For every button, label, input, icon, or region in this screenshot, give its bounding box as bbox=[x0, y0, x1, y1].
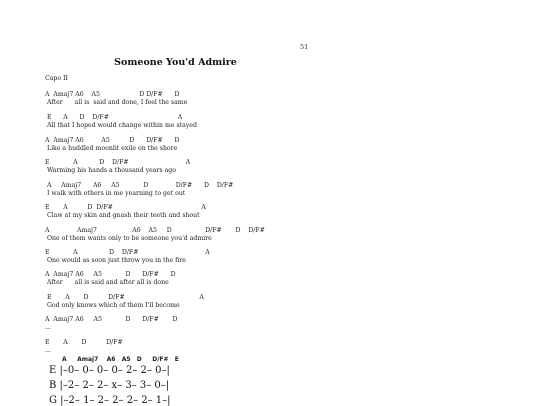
verse-line-12 bbox=[45, 339, 123, 354]
page-number: 51 bbox=[300, 43, 309, 51]
chord-line: A Amaj7 A6 A5 D D/F# D D/F# bbox=[45, 227, 265, 234]
chord-line: A Amaj7 A6 A5 D D/F# D bbox=[45, 91, 180, 98]
lyric-line: After all is said and done, I feel the same bbox=[45, 98, 188, 106]
lyric-line: Claw at my skin and gnash their teeth and shout bbox=[45, 211, 200, 219]
verse-line-3 bbox=[45, 137, 179, 152]
lyric-line: ... bbox=[45, 346, 51, 354]
lyric-line: God only knows which of them I'll become bbox=[45, 301, 180, 309]
verse-line-2 bbox=[45, 114, 197, 129]
chord-line: E A D D/F# A bbox=[45, 294, 204, 301]
chord-line: E A D D/F# A bbox=[45, 159, 191, 166]
lyric-line: Like a huddled moonlit exile on the shore bbox=[45, 144, 178, 152]
verse-line-6 bbox=[45, 204, 206, 219]
tab-chord-header: A Amaj7 A6 A5 D D/F# E bbox=[62, 356, 179, 363]
lyric-line: One would as soon just throw you in the fire bbox=[45, 256, 186, 264]
verse-line-5 bbox=[45, 182, 233, 197]
verse-line-10 bbox=[45, 294, 204, 309]
chord-line: E A D D/F# A bbox=[45, 114, 183, 121]
lyric-line: Warming his hands a thousand years ago bbox=[45, 166, 176, 174]
chord-line: A Amaj7 A6 A5 D D/F# D bbox=[45, 271, 176, 278]
chord-line: A Amaj7 A6 A5 D D/F# D bbox=[45, 137, 180, 144]
verse-line-11 bbox=[45, 316, 178, 331]
tab-line-e: E |–0– 0– 0– 0– 2– 2– 0–| bbox=[49, 365, 170, 376]
chord-line: E A D D/F# A bbox=[45, 249, 210, 256]
verse-line-8 bbox=[45, 249, 210, 264]
verse-line-1 bbox=[45, 91, 187, 106]
lyric-line: All that I hoped would change within me stayed bbox=[45, 121, 197, 129]
chord-line: A Amaj7 A6 A5 D D/F# D bbox=[45, 316, 178, 323]
lyric-line: After all is said and after all is done bbox=[45, 278, 169, 286]
tab-line-g: G |–2– 1– 2– 2– 2– 2– 1–| bbox=[49, 395, 171, 406]
chord-line: E A D D/F# bbox=[45, 339, 123, 346]
chord-line: E A D D/F# A bbox=[45, 204, 206, 211]
lyric-line: ... bbox=[45, 323, 51, 331]
song-title: Someone You'd Admire bbox=[114, 57, 237, 68]
tab-line-b: B |–2– 2– 2– x– 3– 3– 0–| bbox=[49, 380, 170, 391]
capo-note: Capo II bbox=[45, 75, 68, 82]
lyric-line: I walk with others in me yearning to get out bbox=[45, 189, 186, 197]
verse-line-9 bbox=[45, 271, 176, 286]
verse-line-7 bbox=[45, 227, 265, 242]
verse-line-4 bbox=[45, 159, 190, 174]
chord-line: A Amaj7 A6 A5 D D/F# D D/F# bbox=[45, 182, 234, 189]
lyric-line: One of them wants only to be someone you'd admire bbox=[45, 234, 212, 242]
